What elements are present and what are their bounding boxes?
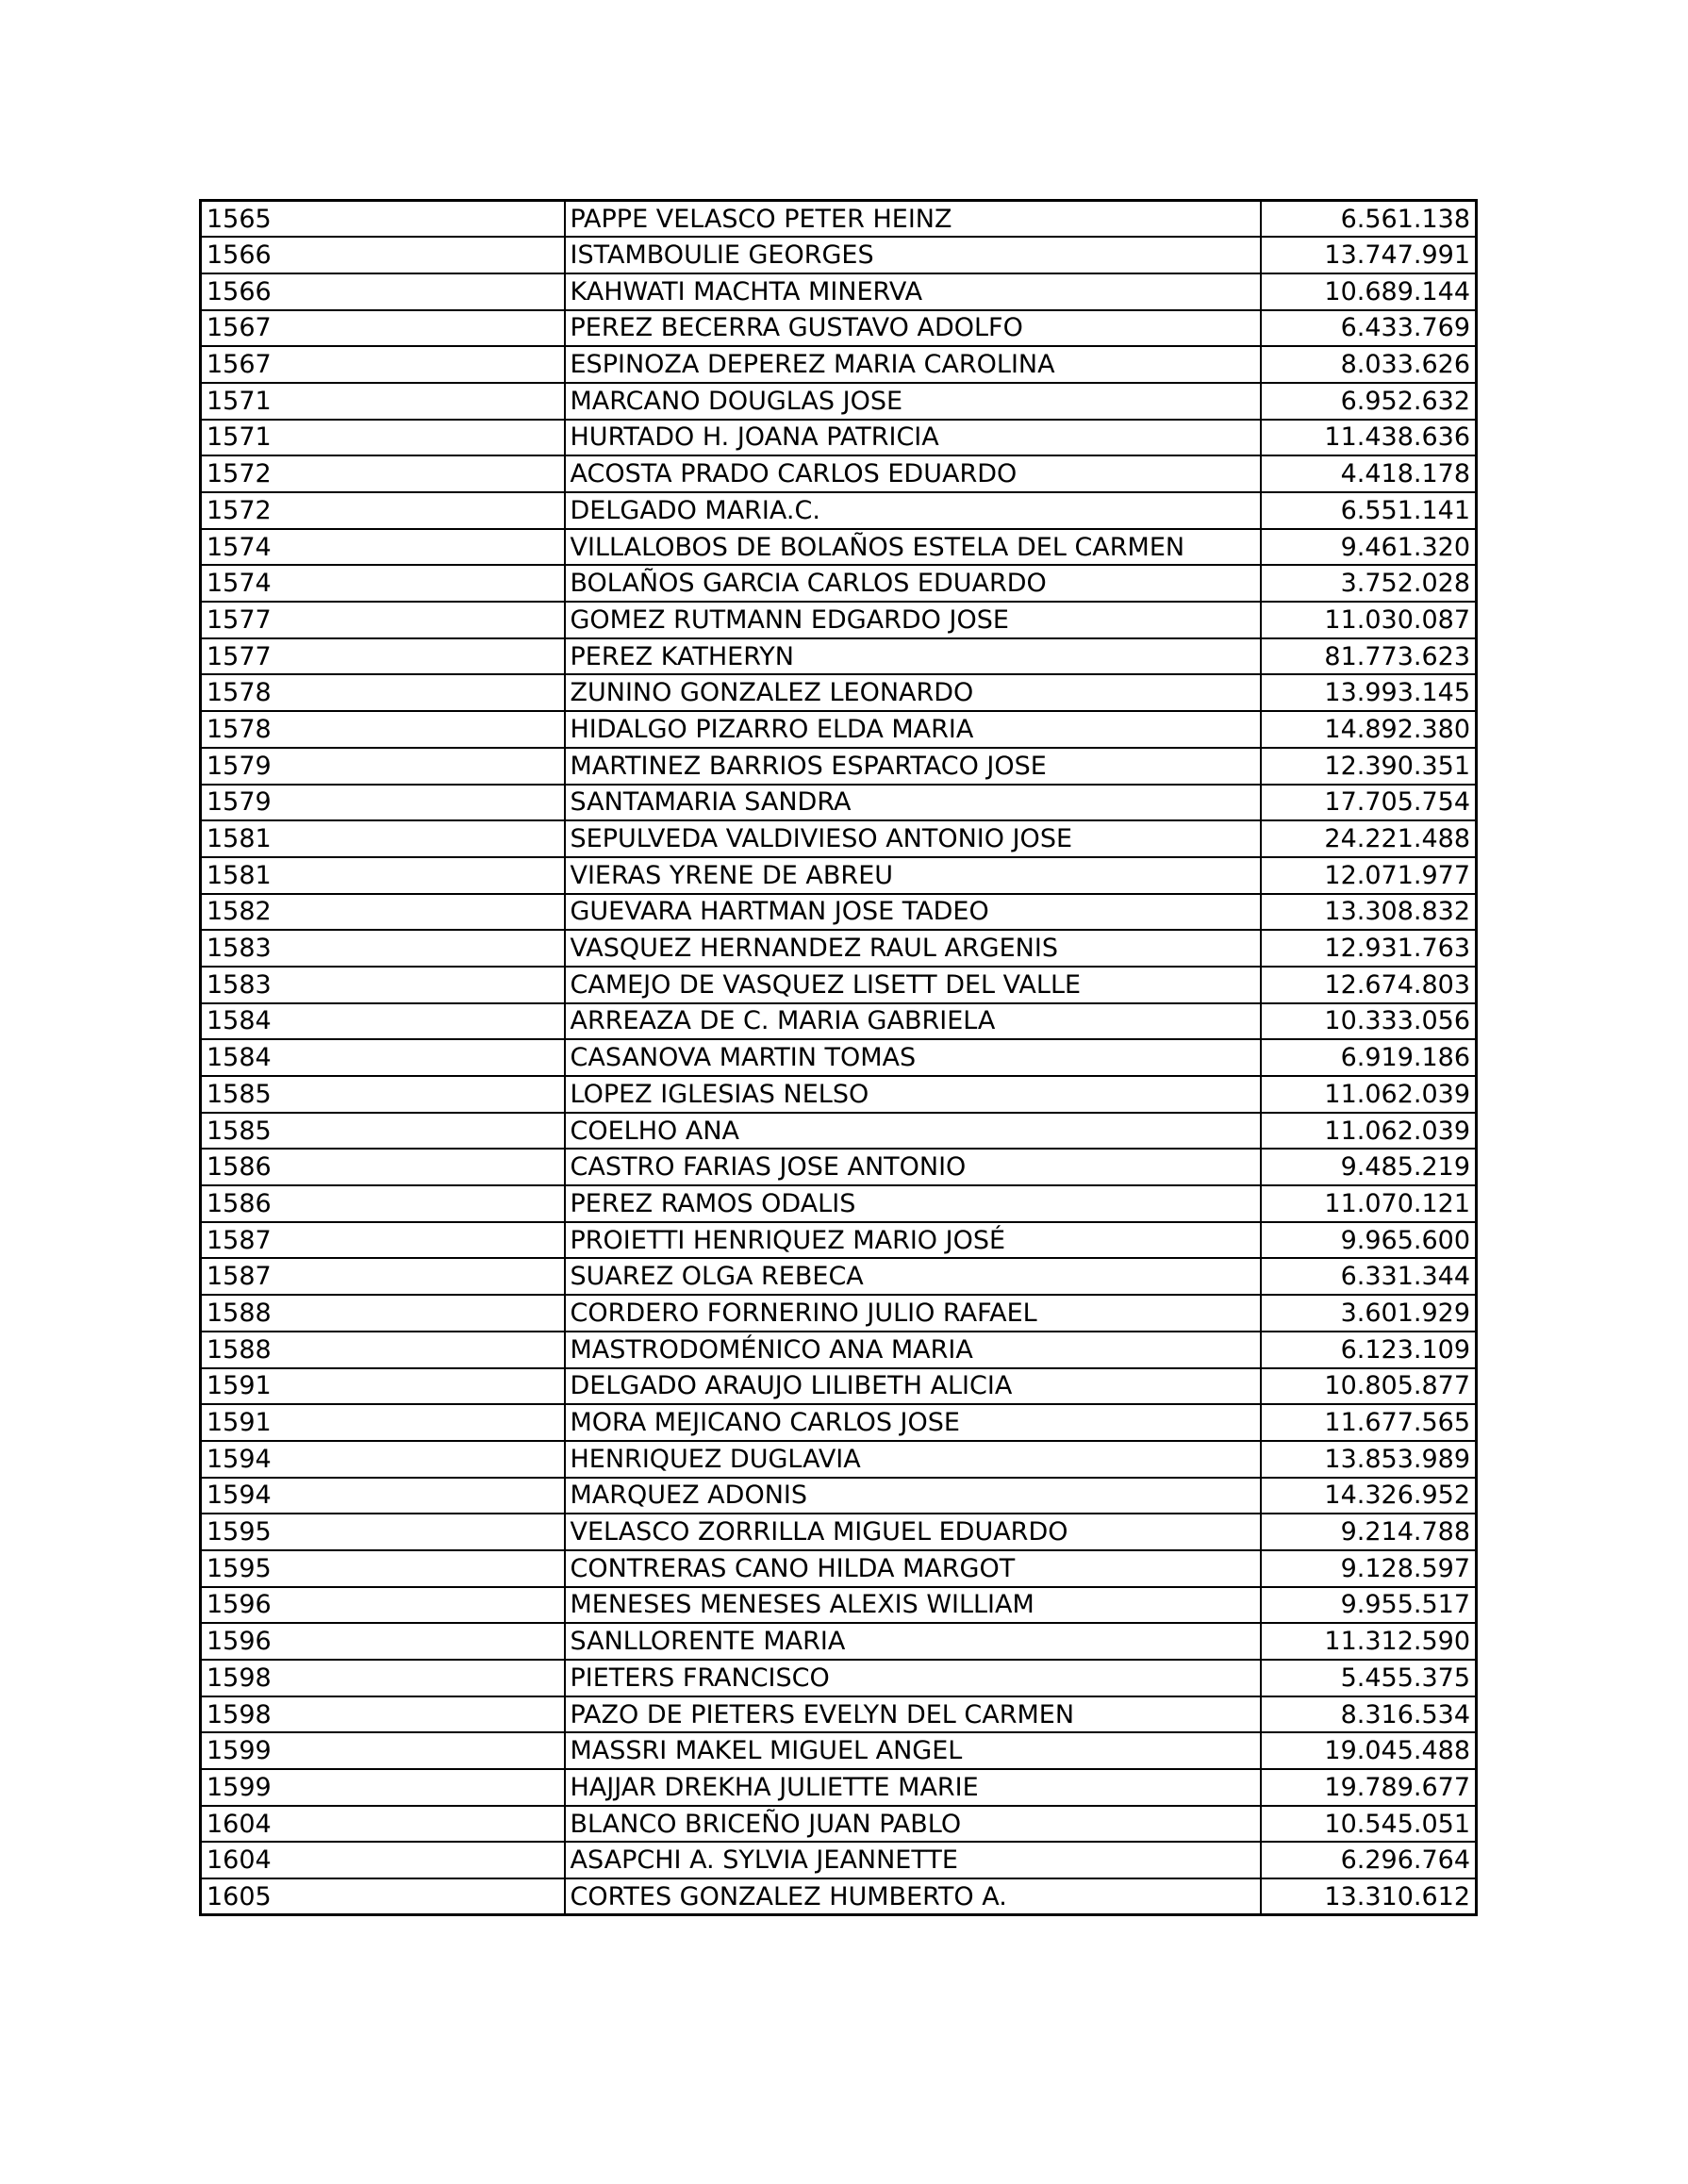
amount-cell: 11.070.121	[1261, 1185, 1477, 1222]
table-row	[201, 1732, 1477, 1769]
name-cell: ISTAMBOULIE GEORGES	[565, 237, 1261, 273]
table-row	[201, 1003, 1477, 1040]
table-row	[201, 820, 1477, 857]
table-row	[201, 1258, 1477, 1295]
amount-cell: 6.551.141	[1261, 492, 1477, 529]
name-cell: CASANOVA MARTIN TOMAS	[565, 1039, 1261, 1076]
amount-cell: 3.601.929	[1261, 1295, 1477, 1332]
name-cell: PAZO DE PIETERS EVELYN DEL CARMEN	[565, 1696, 1261, 1733]
id-cell: 1572	[201, 492, 565, 529]
id-cell: 1584	[201, 1003, 565, 1040]
name-cell: PROIETTI HENRIQUEZ MARIO JOSÉ	[565, 1222, 1261, 1259]
table-row	[201, 857, 1477, 894]
amount-cell: 10.805.877	[1261, 1368, 1477, 1405]
id-cell: 1599	[201, 1732, 565, 1769]
id-cell: 1586	[201, 1149, 565, 1185]
name-cell: MORA MEJICANO CARLOS JOSE	[565, 1404, 1261, 1441]
id-cell: 1578	[201, 674, 565, 711]
name-cell: CORDERO FORNERINO JULIO RAFAEL	[565, 1295, 1261, 1332]
table-row	[201, 1842, 1477, 1878]
amount-cell: 12.390.351	[1261, 748, 1477, 785]
amount-cell: 8.316.534	[1261, 1696, 1477, 1733]
table-row	[201, 602, 1477, 638]
id-cell: 1571	[201, 420, 565, 456]
amount-cell: 14.326.952	[1261, 1478, 1477, 1514]
table-row	[201, 748, 1477, 785]
id-cell: 1582	[201, 894, 565, 931]
table-row	[201, 492, 1477, 529]
amount-cell: 11.677.565	[1261, 1404, 1477, 1441]
id-cell: 1594	[201, 1478, 565, 1514]
amount-cell: 4.418.178	[1261, 455, 1477, 492]
id-cell: 1587	[201, 1258, 565, 1295]
amount-cell: 12.071.977	[1261, 857, 1477, 894]
name-cell: DELGADO MARIA.C.	[565, 492, 1261, 529]
id-cell: 1583	[201, 930, 565, 967]
table-row	[201, 967, 1477, 1003]
id-cell: 1584	[201, 1039, 565, 1076]
table-row	[201, 1185, 1477, 1222]
table-row	[201, 1222, 1477, 1259]
amount-cell: 11.030.087	[1261, 602, 1477, 638]
table-row	[201, 1441, 1477, 1478]
name-cell: ASAPCHI A. SYLVIA JEANNETTE	[565, 1842, 1261, 1878]
table-row	[201, 529, 1477, 566]
name-cell: MASTRODOMÉNICO ANA MARIA	[565, 1332, 1261, 1368]
table-row	[201, 1550, 1477, 1587]
amount-cell: 13.993.145	[1261, 674, 1477, 711]
name-cell: HURTADO H. JOANA PATRICIA	[565, 420, 1261, 456]
id-cell: 1579	[201, 785, 565, 821]
table-row	[201, 711, 1477, 748]
id-cell: 1604	[201, 1806, 565, 1843]
name-cell: MARCANO DOUGLAS JOSE	[565, 383, 1261, 420]
table-row	[201, 1478, 1477, 1514]
amount-cell: 5.455.375	[1261, 1660, 1477, 1696]
table-row	[201, 1113, 1477, 1150]
id-cell: 1578	[201, 711, 565, 748]
table-row	[201, 638, 1477, 675]
amount-cell: 6.123.109	[1261, 1332, 1477, 1368]
table-row	[201, 1076, 1477, 1113]
id-cell: 1574	[201, 565, 565, 602]
id-cell: 1566	[201, 237, 565, 273]
amount-cell: 8.033.626	[1261, 346, 1477, 383]
records-table-body	[201, 201, 1477, 1915]
amount-cell: 24.221.488	[1261, 820, 1477, 857]
name-cell: GUEVARA HARTMAN JOSE TADEO	[565, 894, 1261, 931]
amount-cell: 14.892.380	[1261, 711, 1477, 748]
name-cell: VASQUEZ HERNANDEZ RAUL ARGENIS	[565, 930, 1261, 967]
name-cell: PAPPE VELASCO PETER HEINZ	[565, 201, 1261, 238]
amount-cell: 9.461.320	[1261, 529, 1477, 566]
id-cell: 1604	[201, 1842, 565, 1878]
table-row	[201, 1769, 1477, 1806]
table-row	[201, 420, 1477, 456]
name-cell: SANTAMARIA SANDRA	[565, 785, 1261, 821]
id-cell: 1596	[201, 1587, 565, 1624]
table-row	[201, 785, 1477, 821]
id-cell: 1591	[201, 1404, 565, 1441]
name-cell: PEREZ BECERRA GUSTAVO ADOLFO	[565, 310, 1261, 347]
amount-cell: 9.214.788	[1261, 1514, 1477, 1550]
name-cell: ESPINOZA DEPEREZ MARIA CAROLINA	[565, 346, 1261, 383]
id-cell: 1598	[201, 1696, 565, 1733]
amount-cell: 6.561.138	[1261, 201, 1477, 238]
name-cell: HIDALGO PIZARRO ELDA MARIA	[565, 711, 1261, 748]
name-cell: DELGADO ARAUJO LILIBETH ALICIA	[565, 1368, 1261, 1405]
amount-cell: 17.705.754	[1261, 785, 1477, 821]
name-cell: COELHO ANA	[565, 1113, 1261, 1150]
table-row	[201, 237, 1477, 273]
table-row	[201, 565, 1477, 602]
table-row	[201, 1878, 1477, 1915]
amount-cell: 12.931.763	[1261, 930, 1477, 967]
table-row	[201, 1660, 1477, 1696]
table-row	[201, 1696, 1477, 1733]
amount-cell: 11.312.590	[1261, 1623, 1477, 1660]
amount-cell: 11.438.636	[1261, 420, 1477, 456]
amount-cell: 6.331.344	[1261, 1258, 1477, 1295]
name-cell: PIETERS FRANCISCO	[565, 1660, 1261, 1696]
table-row	[201, 1149, 1477, 1185]
amount-cell: 9.485.219	[1261, 1149, 1477, 1185]
id-cell: 1585	[201, 1076, 565, 1113]
name-cell: VIERAS YRENE DE ABREU	[565, 857, 1261, 894]
name-cell: PEREZ KATHERYN	[565, 638, 1261, 675]
amount-cell: 10.545.051	[1261, 1806, 1477, 1843]
amount-cell: 11.062.039	[1261, 1076, 1477, 1113]
id-cell: 1577	[201, 602, 565, 638]
name-cell: VILLALOBOS DE BOLAÑOS ESTELA DEL CARMEN	[565, 529, 1261, 566]
id-cell: 1572	[201, 455, 565, 492]
table-row	[201, 930, 1477, 967]
table-row	[201, 1295, 1477, 1332]
name-cell: MARQUEZ ADONIS	[565, 1478, 1261, 1514]
id-cell: 1599	[201, 1769, 565, 1806]
amount-cell: 19.789.677	[1261, 1769, 1477, 1806]
table-row	[201, 1623, 1477, 1660]
id-cell: 1595	[201, 1514, 565, 1550]
table-row	[201, 674, 1477, 711]
amount-cell: 9.965.600	[1261, 1222, 1477, 1259]
amount-cell: 9.128.597	[1261, 1550, 1477, 1587]
id-cell: 1566	[201, 273, 565, 310]
id-cell: 1605	[201, 1878, 565, 1915]
name-cell: CASTRO FARIAS JOSE ANTONIO	[565, 1149, 1261, 1185]
table-row	[201, 1514, 1477, 1550]
id-cell: 1581	[201, 820, 565, 857]
amount-cell: 6.296.764	[1261, 1842, 1477, 1878]
name-cell: GOMEZ RUTMANN EDGARDO JOSE	[565, 602, 1261, 638]
amount-cell: 6.919.186	[1261, 1039, 1477, 1076]
name-cell: KAHWATI MACHTA MINERVA	[565, 273, 1261, 310]
table-row	[201, 894, 1477, 931]
table-row	[201, 1806, 1477, 1843]
table-row	[201, 383, 1477, 420]
amount-cell: 19.045.488	[1261, 1732, 1477, 1769]
records-table	[199, 199, 1478, 1916]
name-cell: ARREAZA DE C. MARIA GABRIELA	[565, 1003, 1261, 1040]
id-cell: 1588	[201, 1332, 565, 1368]
name-cell: CONTRERAS CANO HILDA MARGOT	[565, 1550, 1261, 1587]
amount-cell: 11.062.039	[1261, 1113, 1477, 1150]
name-cell: SUAREZ OLGA REBECA	[565, 1258, 1261, 1295]
id-cell: 1579	[201, 748, 565, 785]
amount-cell: 6.952.632	[1261, 383, 1477, 420]
id-cell: 1567	[201, 310, 565, 347]
amount-cell: 13.853.989	[1261, 1441, 1477, 1478]
amount-cell: 81.773.623	[1261, 638, 1477, 675]
amount-cell: 10.333.056	[1261, 1003, 1477, 1040]
id-cell: 1571	[201, 383, 565, 420]
amount-cell: 9.955.517	[1261, 1587, 1477, 1624]
id-cell: 1595	[201, 1550, 565, 1587]
id-cell: 1586	[201, 1185, 565, 1222]
name-cell: SANLLORENTE MARIA	[565, 1623, 1261, 1660]
name-cell: SEPULVEDA VALDIVIESO ANTONIO JOSE	[565, 820, 1261, 857]
id-cell: 1565	[201, 201, 565, 238]
amount-cell: 10.689.144	[1261, 273, 1477, 310]
table-row	[201, 346, 1477, 383]
id-cell: 1583	[201, 967, 565, 1003]
id-cell: 1598	[201, 1660, 565, 1696]
amount-cell: 13.310.612	[1261, 1878, 1477, 1915]
name-cell: MENESES MENESES ALEXIS WILLIAM	[565, 1587, 1261, 1624]
name-cell: BOLAÑOS GARCIA CARLOS EDUARDO	[565, 565, 1261, 602]
amount-cell: 6.433.769	[1261, 310, 1477, 347]
id-cell: 1581	[201, 857, 565, 894]
table-row	[201, 310, 1477, 347]
name-cell: CORTES GONZALEZ HUMBERTO A.	[565, 1878, 1261, 1915]
amount-cell: 13.308.832	[1261, 894, 1477, 931]
table-row	[201, 455, 1477, 492]
name-cell: MASSRI MAKEL MIGUEL ANGEL	[565, 1732, 1261, 1769]
name-cell: ACOSTA PRADO CARLOS EDUARDO	[565, 455, 1261, 492]
id-cell: 1567	[201, 346, 565, 383]
name-cell: CAMEJO DE VASQUEZ LISETT DEL VALLE	[565, 967, 1261, 1003]
name-cell: ZUNINO GONZALEZ LEONARDO	[565, 674, 1261, 711]
amount-cell: 13.747.991	[1261, 237, 1477, 273]
name-cell: BLANCO BRICEÑO JUAN PABLO	[565, 1806, 1261, 1843]
name-cell: PEREZ RAMOS ODALIS	[565, 1185, 1261, 1222]
id-cell: 1585	[201, 1113, 565, 1150]
name-cell: HENRIQUEZ DUGLAVIA	[565, 1441, 1261, 1478]
id-cell: 1591	[201, 1368, 565, 1405]
table-row	[201, 273, 1477, 310]
amount-cell: 3.752.028	[1261, 565, 1477, 602]
id-cell: 1596	[201, 1623, 565, 1660]
name-cell: LOPEZ IGLESIAS NELSO	[565, 1076, 1261, 1113]
id-cell: 1587	[201, 1222, 565, 1259]
id-cell: 1588	[201, 1295, 565, 1332]
table-row	[201, 1039, 1477, 1076]
name-cell: VELASCO ZORRILLA MIGUEL EDUARDO	[565, 1514, 1261, 1550]
table-row	[201, 1587, 1477, 1624]
name-cell: MARTINEZ BARRIOS ESPARTACO JOSE	[565, 748, 1261, 785]
table-row	[201, 1368, 1477, 1405]
name-cell: HAJJAR DREKHA JULIETTE MARIE	[565, 1769, 1261, 1806]
id-cell: 1577	[201, 638, 565, 675]
id-cell: 1574	[201, 529, 565, 566]
table-row	[201, 1332, 1477, 1368]
table-row	[201, 1404, 1477, 1441]
table-row	[201, 201, 1477, 238]
id-cell: 1594	[201, 1441, 565, 1478]
amount-cell: 12.674.803	[1261, 967, 1477, 1003]
